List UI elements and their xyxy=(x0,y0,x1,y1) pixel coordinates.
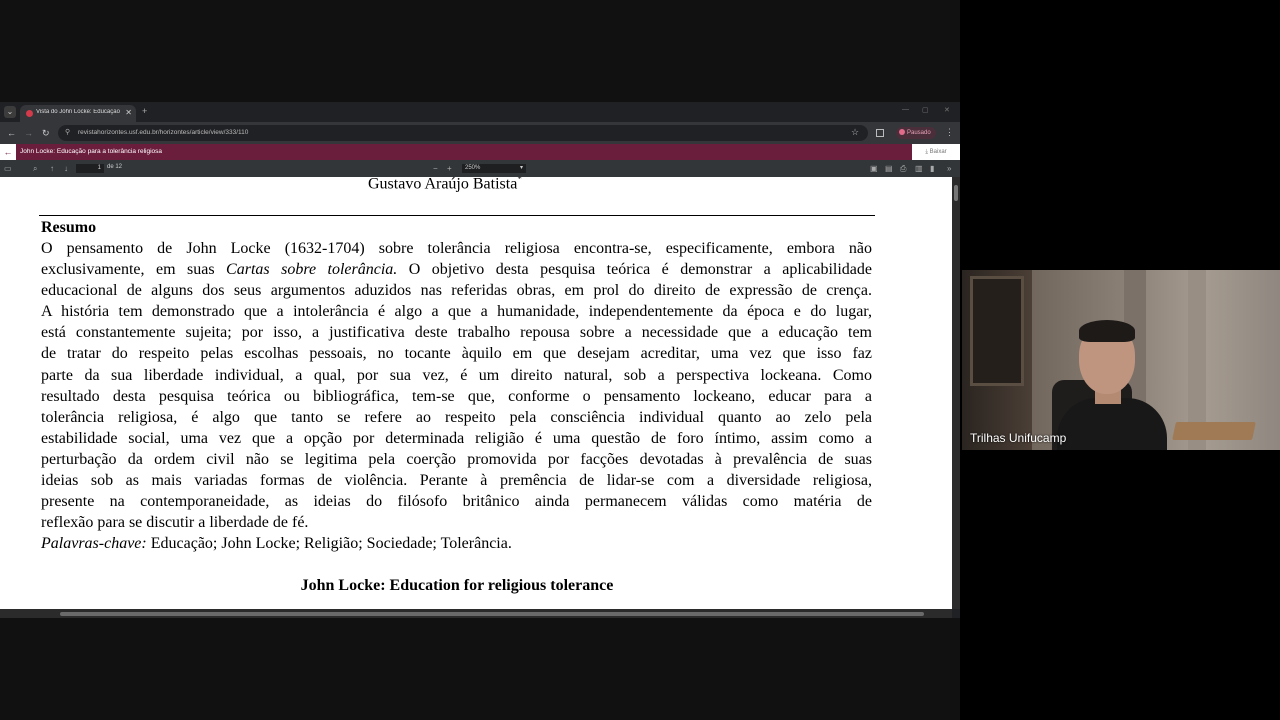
abstract-line: perturbação da ordem civil não se legitima pela coerção promovida por facções devotadas à prevalência de suas xyxy=(41,450,872,468)
zoom-select[interactable] xyxy=(462,164,526,173)
zoom-value: 250% xyxy=(465,165,481,171)
browser-toolbar xyxy=(0,122,960,144)
site-favicon-icon xyxy=(26,110,33,117)
window-close-icon[interactable]: ✕ xyxy=(944,107,950,114)
browser-menu-icon[interactable]: ⋮ xyxy=(945,127,954,137)
abstract-line: está constantemente sujeita; por isso, a justificativa deste trabalho repousa sobre a necessidade que a educação tem xyxy=(41,324,872,342)
horizontal-scroll-thumb[interactable] xyxy=(60,612,924,616)
background-window xyxy=(970,276,1024,386)
minimize-icon[interactable]: — xyxy=(902,106,909,113)
tab-search-button[interactable]: ⌄ xyxy=(4,106,16,118)
tab-close-icon[interactable]: ✕ xyxy=(125,108,132,117)
more-tools-icon[interactable]: » xyxy=(947,164,952,173)
presenter-hair xyxy=(1079,320,1135,342)
divider xyxy=(39,215,875,216)
site-header-banner xyxy=(0,144,960,160)
keywords-label: Palavras-chave: xyxy=(41,535,147,552)
download-button[interactable]: ⤓ Baixar xyxy=(912,144,960,160)
author-footnote-mark: * xyxy=(517,177,522,184)
abstract-line: resultado desta pesquisa teórica ou bibliográfica, tem-se que, conforme o pensamento lockeano, educar para a xyxy=(41,387,872,405)
horizontal-scrollbar[interactable] xyxy=(0,609,952,618)
abstract-line: tolerância religiosa, é algo que tanto se refere ao respeito pela consciência individual quanto ao zelo pela xyxy=(41,408,872,426)
back-icon[interactable]: ← xyxy=(7,128,16,138)
print-icon[interactable]: ⎙ xyxy=(900,164,907,173)
webcam-tile xyxy=(962,270,1280,450)
address-bar[interactable] xyxy=(58,125,868,141)
abstract-line: educacional de alguns dos seus argumentos aduzidos nas referidas obras, em prol do direito de expressão de crença. xyxy=(41,282,872,300)
vertical-scrollbar[interactable] xyxy=(952,177,960,609)
abstract-line: ideias sob as mais variadas formas de violência. Perante à premência de lidar-se com a diversidade religiosa, xyxy=(41,472,872,490)
chevron-down-icon: ▾ xyxy=(519,165,523,171)
tab-title: Vista do John Locke: Educação xyxy=(36,109,120,115)
next-page-icon[interactable]: ↓ xyxy=(64,164,68,173)
article-title-link[interactable]: John Locke: Educação para a tolerância religiosa xyxy=(20,148,163,155)
keywords-line xyxy=(41,535,512,553)
presentation-icon[interactable]: ▣ xyxy=(870,164,878,173)
bookmark-icon[interactable]: ▮ xyxy=(930,164,935,173)
author-name-text: Gustavo Araújo Batista xyxy=(368,177,518,193)
zoom-in-icon[interactable]: + xyxy=(447,164,452,173)
zoom-out-icon[interactable]: − xyxy=(433,164,438,173)
abstract-heading: Resumo xyxy=(41,219,97,236)
presenter-body xyxy=(1057,398,1167,450)
tab-strip xyxy=(0,102,960,122)
bookmark-star-icon[interactable]: ☆ xyxy=(851,127,860,137)
abstract-text xyxy=(41,238,872,533)
author-name xyxy=(368,177,522,193)
open-file-icon[interactable]: ▤ xyxy=(885,164,893,173)
abstract-line: reflexão para se discutir a liberdade de fé. xyxy=(41,514,309,532)
participant-name: Trilhas Unifucamp xyxy=(970,431,1067,445)
side-panel-icon[interactable] xyxy=(876,129,884,137)
pdf-toolbar xyxy=(0,160,960,177)
abstract-line: A história tem demonstrado que a intolerância é algo a que a humanidade, independentemente da época e do lugar, xyxy=(41,303,872,321)
abstract-line: de tratar do respeito pelas escolhas pessoais, no tocante àquilo em que desejam acreditar, uma vez que isso faz xyxy=(41,345,872,363)
profile-button[interactable] xyxy=(896,127,936,139)
back-to-article-icon[interactable]: ← xyxy=(0,144,16,160)
profile-label: Pausado xyxy=(907,130,931,136)
url-text[interactable]: revistahorizontes.usf.edu.br/horizontes/article/view/333/110 xyxy=(78,129,249,136)
save-icon[interactable]: ▥ xyxy=(915,164,923,173)
abstract-line: exclusivamente, em suas Cartas sobre tolerância. O objetivo desta pesquisa teórica é demonstrar a aplicabilidade xyxy=(41,261,872,279)
abstract-line: presente na contemporaneidade, as ideias do filósofo britânico ainda permanecem válidas como matéria de xyxy=(41,493,872,511)
new-tab-icon[interactable]: + xyxy=(142,106,148,116)
profile-avatar-icon xyxy=(899,129,905,135)
abstract-line: parte da sua liberdade individual, a qual, por sua vez, é um direito natural, sob a perspectiva lockeana. Como xyxy=(41,366,872,384)
abstract-line: estabilidade social, uma vez que a opção por determinada religião é uma questão de foro íntimo, assim como a xyxy=(41,429,872,447)
page-number-input[interactable]: 1 xyxy=(76,164,104,173)
vertical-scroll-thumb[interactable] xyxy=(954,185,958,201)
abstract-line: O pensamento de John Locke (1632-1704) sobre tolerância religiosa encontra-se, especificamente, embora não xyxy=(41,240,872,257)
page-total: de 12 xyxy=(107,164,123,170)
sidebar-toggle-icon[interactable]: ▭ xyxy=(4,164,12,173)
pdf-page xyxy=(0,177,952,609)
reload-icon[interactable]: ↻ xyxy=(42,128,50,138)
table xyxy=(1172,422,1256,440)
pdf-search-icon[interactable]: ⌕ xyxy=(33,164,38,173)
previous-page-icon[interactable]: ↑ xyxy=(50,164,54,173)
download-label: Baixar xyxy=(929,149,947,155)
forward-icon[interactable]: → xyxy=(24,128,33,138)
maximize-icon[interactable]: ▢ xyxy=(922,107,929,114)
keywords-text: Educação; John Locke; Religião; Sociedade; Tolerância. xyxy=(150,535,512,552)
english-title: John Locke: Education for religious tolerance xyxy=(300,577,614,594)
site-info-icon[interactable]: ⚲ xyxy=(65,129,71,136)
browser-window xyxy=(0,102,960,618)
tab-active[interactable] xyxy=(20,105,136,122)
